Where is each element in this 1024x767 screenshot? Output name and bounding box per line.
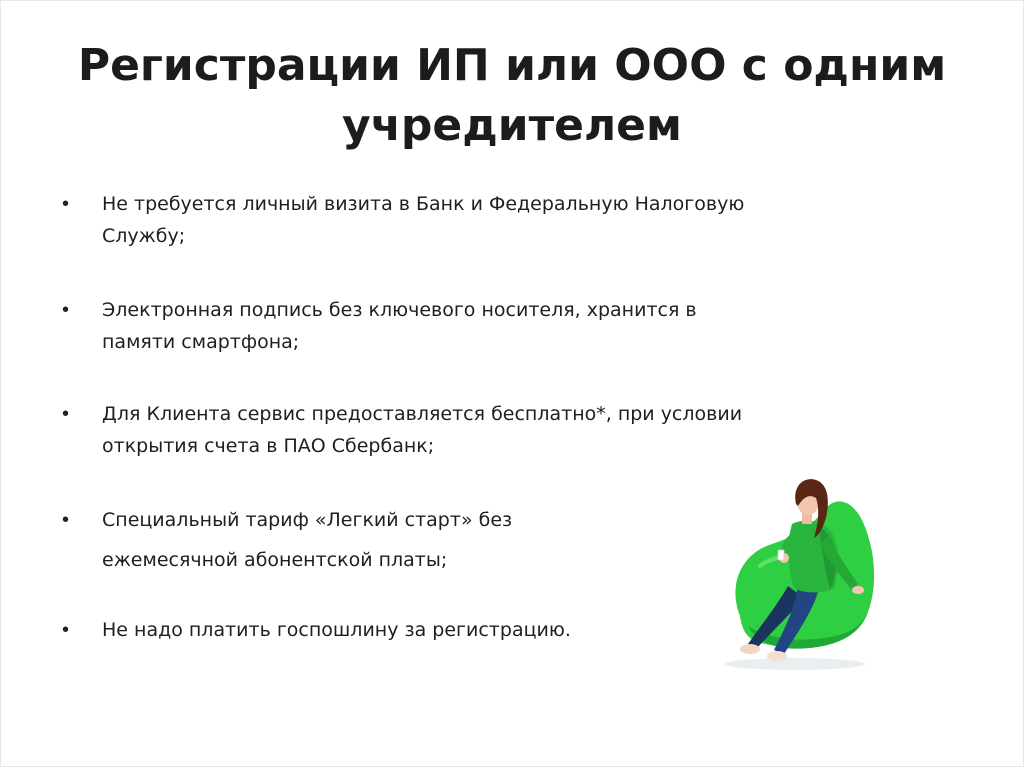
floor-shadow <box>725 658 865 670</box>
bullet-marker: • <box>62 403 70 425</box>
woman-on-beanbag-illustration <box>700 466 890 676</box>
bullet-text: Специальный тариф «Легкий старт» без ежемесячной абонентской платы; <box>102 509 513 571</box>
bullet-text: Не надо платить госпошлину за регистрацию. <box>102 619 571 641</box>
bullet-item <box>62 188 822 252</box>
bullet-marker: • <box>62 509 70 531</box>
bullet-item <box>62 294 822 358</box>
hand-right <box>852 586 864 594</box>
bullet-item <box>62 398 822 462</box>
bullet-marker: • <box>62 193 70 215</box>
shoe-back <box>740 644 760 654</box>
bullet-text: Для Клиента сервис предоставляется бесплатно*, при условии открытия счета в ПАО Сбербанк; <box>102 403 743 457</box>
shoe-front <box>767 651 787 661</box>
bullet-text: Не требуется личный визита в Банк и Федеральную Налоговую Службу; <box>102 193 745 247</box>
phone-icon <box>778 550 784 560</box>
bullet-marker: • <box>62 619 70 641</box>
bullet-text: Электронная подпись без ключевого носителя, хранится в памяти смартфона; <box>102 299 697 353</box>
slide-title: Регистрации ИП или ООО с одним учредителем <box>77 40 947 151</box>
bullet-marker: • <box>62 299 70 321</box>
